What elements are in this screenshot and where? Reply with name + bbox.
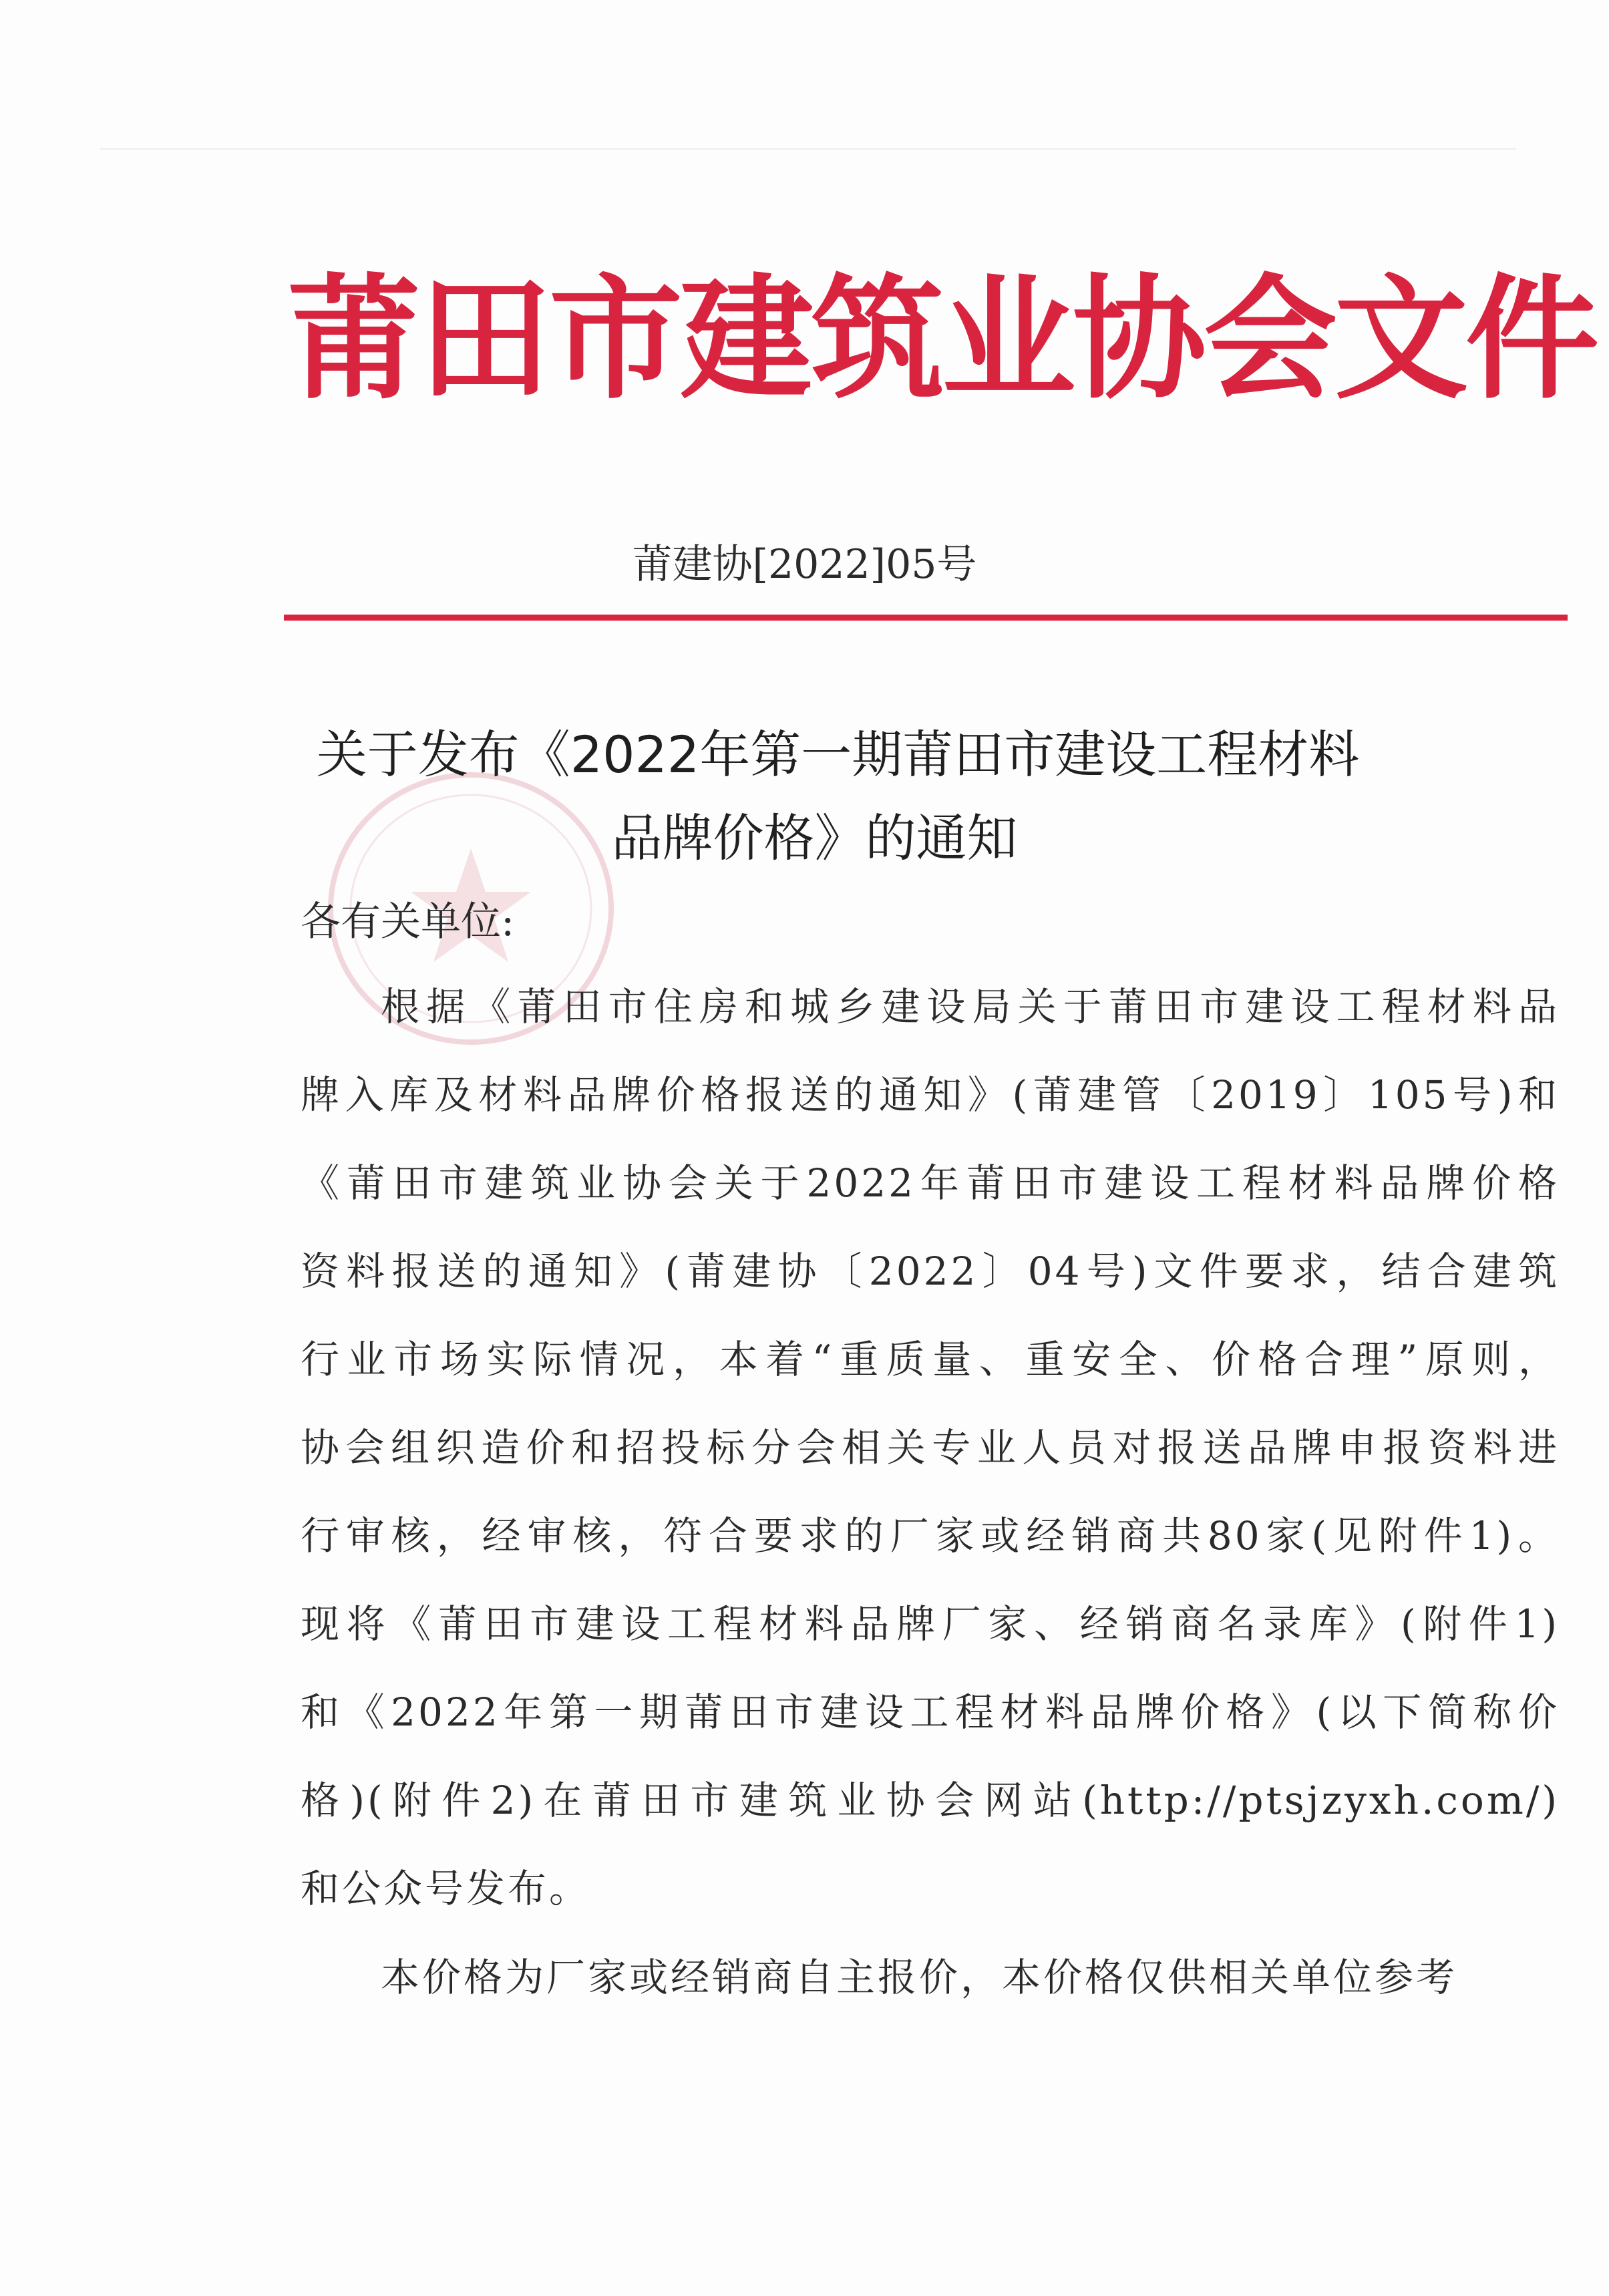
body-line: 根据《莆田市住房和城乡建设局关于莆田市建设工程材料品 <box>381 984 1560 1029</box>
body-line: 现将《莆田市建设工程材料品牌厂家、经销商名录库》(附件1) <box>301 1601 1560 1647</box>
body-line: 牌入库及材料品牌价格报送的通知》(莆建管〔2019〕105号)和 <box>301 1072 1560 1118</box>
body-line: 和公众号发布。 <box>301 1866 591 1911</box>
body-line: 协会组织造价和招投标分会相关专业人员对报送品牌申报资料进 <box>301 1425 1560 1470</box>
document-number: 莆建协[2022]05号 <box>632 541 977 588</box>
notice-title-line-1: 关于发布《2022年第一期莆田市建设工程材料 <box>316 725 1360 784</box>
scan-edge-line <box>100 148 1516 150</box>
document-header-title: 莆田市建筑业协会文件 <box>287 261 1597 418</box>
body-line: 和《2022年第一期莆田市建设工程材料品牌价格》(以下简称价 <box>301 1689 1560 1735</box>
body-line: 《莆田市建筑业协会关于2022年莆田市建设工程材料品牌价格 <box>301 1160 1560 1206</box>
header-red-rule <box>284 615 1568 621</box>
notice-title-line-2: 品牌价格》的通知 <box>611 808 1018 868</box>
notice-body <box>301 980 1560 1950</box>
body-line: 资料报送的通知》(莆建协〔2022〕04号)文件要求，结合建筑 <box>301 1249 1560 1294</box>
salutation: 各有关单位: <box>301 898 515 945</box>
body-line: 本价格为厂家或经销商自主报价，本价格仅供相关单位参考 <box>381 1955 1458 2000</box>
body-line: 格)(附件2)在莆田市建筑业协会网站(http://ptsjzyxh.com/) <box>301 1778 1560 1823</box>
notice-last-paragraph <box>301 1951 1560 2039</box>
body-line: 行审核，经审核，符合要求的厂家或经销商共80家(见附件1)。 <box>301 1513 1560 1559</box>
body-line: 行业市场实际情况，本着“重质量、重安全、价格合理”原则， <box>301 1337 1560 1382</box>
